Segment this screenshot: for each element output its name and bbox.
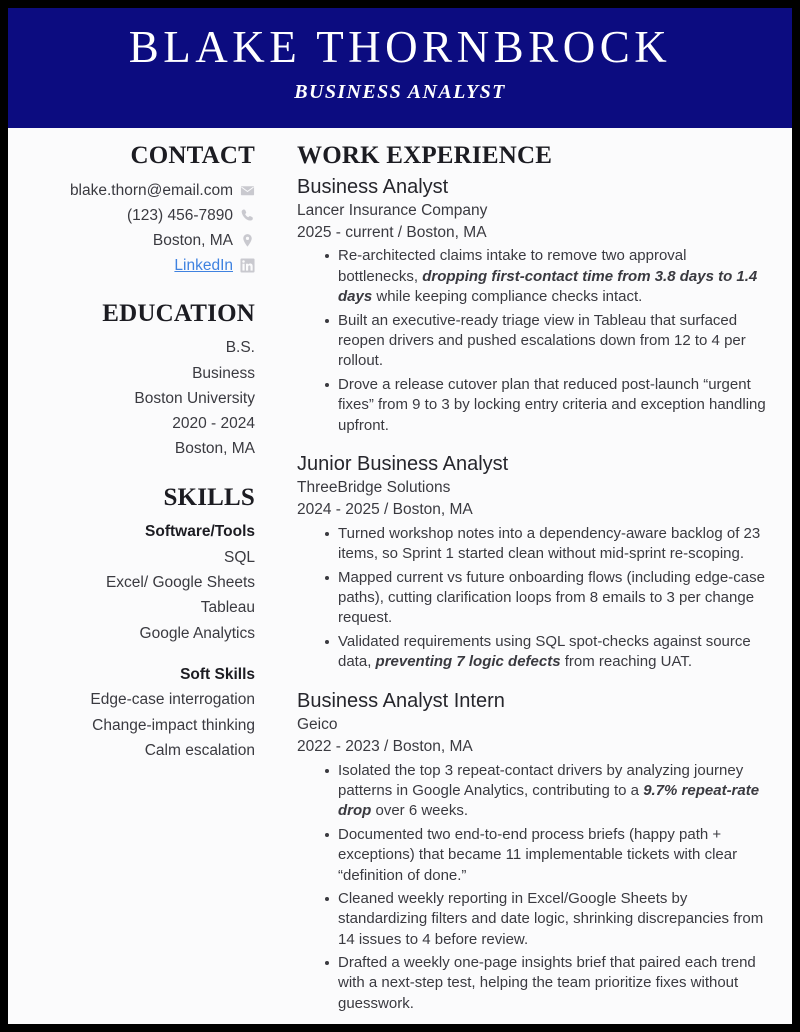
bullet-text: Turned workshop notes into a dependency-aware backlog of 23 items, so Sprint 1 started clean without mid-sprint re-scoping.	[338, 524, 761, 563]
job-bullet	[325, 311, 770, 372]
skill-item: Calm escalation	[144, 741, 255, 759]
bullet-text: from reaching UAT.	[560, 653, 693, 671]
contact-heading: CONTACT	[130, 142, 255, 169]
resume-header	[8, 8, 792, 128]
skill-item: Change-impact thinking	[92, 716, 255, 734]
skill-item: SQL	[223, 548, 255, 566]
skill-item: Google Analytics	[139, 624, 255, 642]
resume-body	[8, 128, 792, 1017]
job-dates-location: 2024 - 2025 / Boston, MA	[297, 500, 473, 518]
job-bullet	[325, 375, 770, 436]
job-title: Junior Business Analyst	[297, 452, 509, 475]
skill-group	[30, 662, 255, 763]
skill-group-label: Software/Tools	[145, 523, 255, 541]
job-list	[297, 174, 770, 1015]
job-bullet-list	[297, 761, 770, 1015]
work-experience-heading: WORK EXPERIENCE	[297, 142, 553, 169]
skills-groups	[30, 519, 255, 763]
education-heading: EDUCATION	[102, 299, 255, 327]
contact-item-text: blake.thorn@email.com	[69, 181, 233, 199]
skills-heading: SKILLS	[163, 483, 255, 511]
bullet-text: Drafted a weekly one-page insights brief that paired each trend with a next-step test, helping the team prioritize fixes without guesswork.	[338, 954, 756, 1012]
education-section	[30, 300, 255, 462]
education-line: 2020 - 2024	[172, 415, 255, 433]
job-bullet-list	[297, 246, 770, 436]
bullet-text: Cleaned weekly reporting in Excel/Google Sheets by standardizing filters and date logic, shrinking discrepancies from 14 issues to 4 before review.	[338, 889, 764, 948]
bullet-highlight: 9.7% repeat-rate drop	[338, 781, 760, 820]
contact-item	[30, 203, 255, 228]
skill-item: Tableau	[200, 599, 255, 617]
skills-section	[30, 484, 255, 763]
skill-group-label: Soft Skills	[180, 665, 255, 683]
skill-item: Edge-case interrogation	[90, 691, 255, 709]
job-bullet	[325, 568, 770, 629]
bullet-text: Isolated the top 3 repeat-contact drivers by analyzing journey patterns in Google Analytics, contributing to a	[338, 761, 744, 799]
skill-group	[30, 519, 255, 646]
education-lines	[30, 335, 255, 461]
main-column	[255, 142, 770, 1017]
job-title: Business Analyst	[297, 175, 449, 198]
linkedin-icon	[240, 258, 255, 273]
bullet-text: while keeping compliance checks intact.	[372, 288, 643, 306]
job-bullet	[325, 246, 770, 307]
bullet-highlight: dropping first-contact time from 3.8 days to 1.4 days	[338, 267, 758, 306]
education-line: Boston, MA	[174, 440, 255, 458]
education-line: Boston University	[134, 389, 255, 407]
job-bullet	[325, 889, 770, 950]
sidebar-column	[30, 142, 255, 763]
contact-list	[30, 178, 255, 278]
job-bullet	[325, 524, 770, 565]
candidate-job-title: BUSINESS ANALYST	[294, 81, 506, 104]
phone-icon	[240, 208, 255, 223]
contact-item	[30, 228, 255, 253]
job-company: ThreeBridge Solutions	[297, 478, 451, 496]
resume-page	[8, 8, 792, 1024]
bullet-highlight: preventing 7 logic defects	[375, 653, 561, 671]
bullet-text: Documented two end-to-end process briefs (happy path + exceptions) that became 11 implementable tickets with clear “definition of done.”	[338, 825, 738, 884]
bullet-text: Mapped current vs future onboarding flows (including edge-case paths), cutting clarification loops from 8 emails to 3 per change request.	[338, 568, 765, 627]
job-bullet	[325, 632, 770, 673]
location-pin-icon	[240, 233, 255, 248]
contact-item[interactable]	[30, 253, 255, 278]
bullet-text: Built an executive-ready triage view in Tableau that surfaced reopen drivers and pushed escalations down from 12 to 4 per rollout.	[338, 311, 746, 370]
contact-section	[30, 142, 255, 278]
bullet-text: over 6 weeks.	[371, 802, 469, 820]
contact-item-text: (123) 456-7890	[127, 206, 233, 224]
job-entry	[297, 688, 770, 1015]
linkedin-link[interactable]: LinkedIn	[174, 256, 233, 274]
bullet-text: Re-architected claims intake to remove two approval bottlenecks,	[338, 247, 687, 285]
envelope-icon	[240, 183, 255, 198]
job-dates-location: 2025 - current / Boston, MA	[297, 223, 487, 241]
skill-item: Excel/ Google Sheets	[105, 574, 255, 591]
job-bullet	[325, 761, 770, 822]
job-bullet	[325, 825, 770, 886]
bullet-text: Validated requirements using SQL spot-checks against source data,	[338, 632, 751, 671]
job-entry	[297, 174, 770, 436]
job-dates-location: 2022 - 2023 / Boston, MA	[297, 737, 473, 755]
job-bullet	[325, 953, 770, 1014]
contact-item-text: Boston, MA	[152, 231, 233, 249]
education-line: B.S.	[225, 339, 255, 357]
candidate-name: BLAKE THORNBROCK	[128, 22, 672, 72]
job-company: Geico	[297, 715, 338, 733]
contact-item	[30, 178, 255, 203]
bullet-text: Drove a release cutover plan that reduced post-launch “urgent fixes” from 9 to 3 by locking entry criteria and exception handling upfront.	[338, 375, 766, 434]
job-bullet-list	[297, 524, 770, 673]
job-title: Business Analyst Intern	[297, 689, 505, 712]
job-company: Lancer Insurance Company	[297, 201, 488, 219]
job-entry	[297, 451, 770, 673]
education-line: Business	[192, 364, 255, 382]
